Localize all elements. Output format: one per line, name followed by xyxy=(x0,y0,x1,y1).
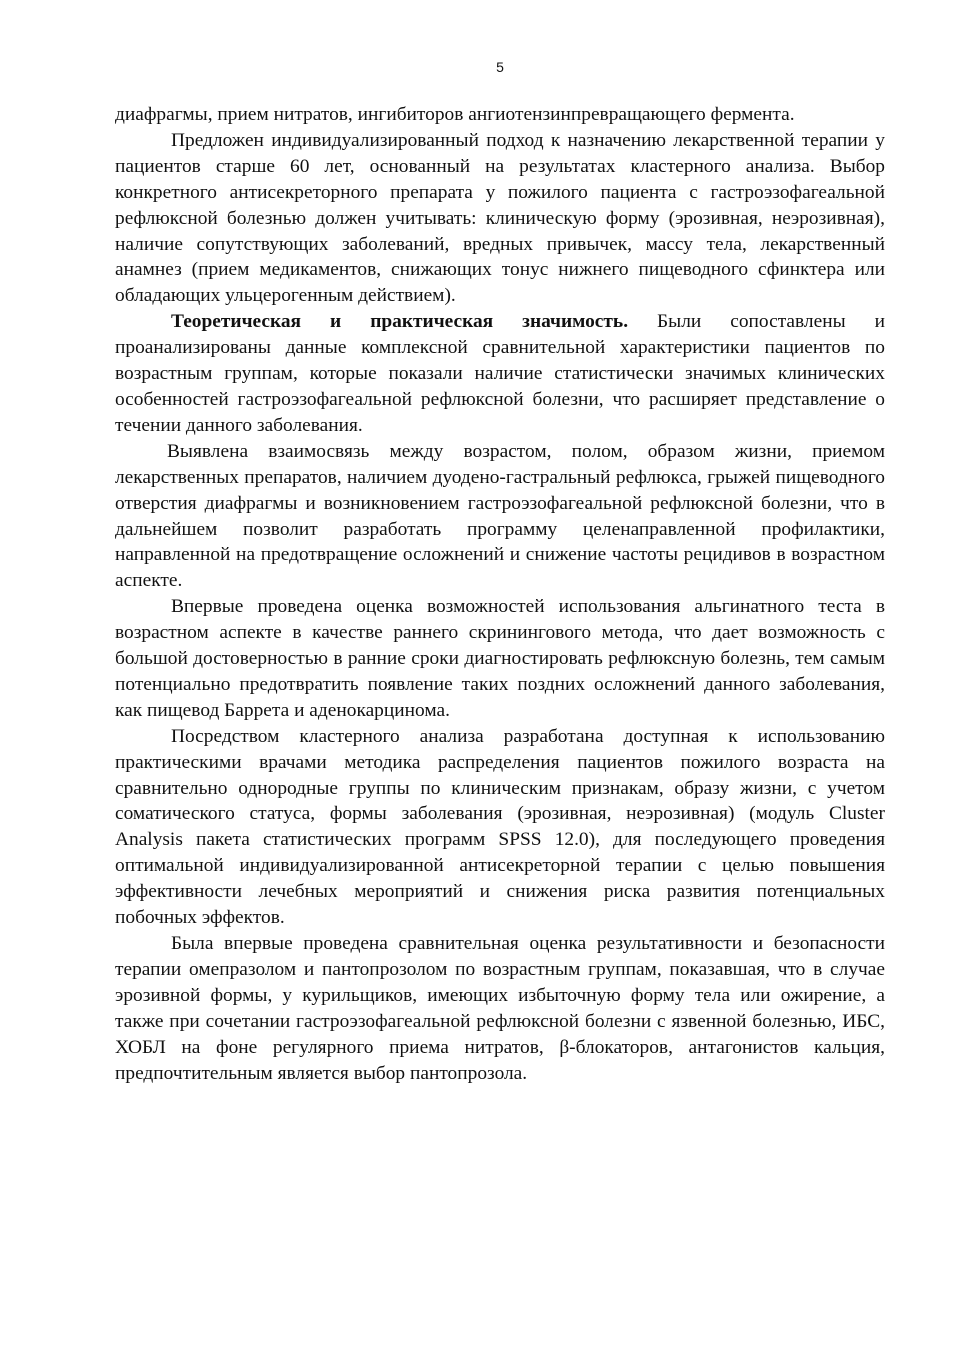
paragraph-individualized-approach: Предложен индивидуализированный подход к назначению лекарственной терапии у пациентов старше 60 лет, основанный на результатах кластерного анализа. Выбор конкретного антисекреторного препарата у пожилого пациента с гастроэзофагеальной рефлюксной болезнью должен учитывать: клиническую форму (эрозивная, неэрозивная), наличие сопутствующих заболеваний, вредных привычек, массу тела, лекарственный анамнез (прием медикаментов, снижающих тонус нижнего пищеводного сфинктера или обладающих ульцерогенным действием). xyxy=(115,129,885,307)
paragraph-alginate-test: Впервые проведена оценка возможностей использования альгинатного теста в возрастном аспекте в качестве раннего скринингового метода, что дает возможность с большой достоверностью в ранние сроки диагностировать рефлюксную болезнь, тем самым потенциально предотвратить появление таких поздних осложнений данного заболевания, как пищевод Баррета и аденокарцинома. xyxy=(115,596,885,721)
section-heading: Теоретическая и практическая значимость. xyxy=(171,311,629,333)
document-body xyxy=(115,102,885,1086)
paragraph-correlation: Выявлена взаимосвязь между возрастом, полом, образом жизни, приемом лекарственных препаратов, наличием дуодено-гастральный рефлюкса, грыжей пищеводного отверстия диафрагмы и возникновением гастроэзофагеальной рефлюксной болезни, что в дальнейшем позволит разработать программу целенаправленной профилактики, направленной на предотвращение осложнений и снижение частоты рецидивов в возрастном аспекте. xyxy=(115,440,885,592)
paragraph-therapy-comparison: Была впервые проведена сравнительная оценка результативности и безопасности терапии омепразолом и пантопрозолом по возрастным группам, показавшая, что в случае эрозивной формы, у курильщиков, имеющих избыточную форму тела или ожирение, а также при сочетании гастроэзофагеальной рефлюксной болезни с язвенной болезнью, ИБС, ХОБЛ на фоне регулярного приема нитратов, β-блокаторов, антагонистов кальция, предпочтительным является выбор пантопрозола. xyxy=(115,933,885,1084)
paragraph-continuation: диафрагмы, прием нитратов, ингибиторов ангиотензинпревращающего фермента. xyxy=(115,104,795,125)
paragraph-cluster-analysis: Посредством кластерного анализа разработана доступная к использованию практическими врачами методика распределения пациентов пожилого возраста на сравнительно однородные группы по клиническим признакам, образу жизни, с учетом соматического статуса, формы заболевания (эрозивная, неэрозивная) (модуль Cluster Analysis пакета статистических программ SPSS 12.0), для последующего проведения оптимальной индивидуализированной антисекреторной терапии с целью повышения эффективности лечебных мероприятий и снижения риска развития потенциальных побочных эффектов. xyxy=(115,725,885,929)
paragraph-significance xyxy=(115,309,885,439)
page-number: 5 xyxy=(496,59,504,75)
paragraph-significance-text: Были сопоставлены и проанализированы данные комплексной сравнительной характеристики пациентов по возрастным группам, которые показали наличие статистически значимых клинических особенностей гастроэзофагеальной рефлюксной болезни, что расширяет представление о течении данного заболевания. xyxy=(115,311,885,436)
